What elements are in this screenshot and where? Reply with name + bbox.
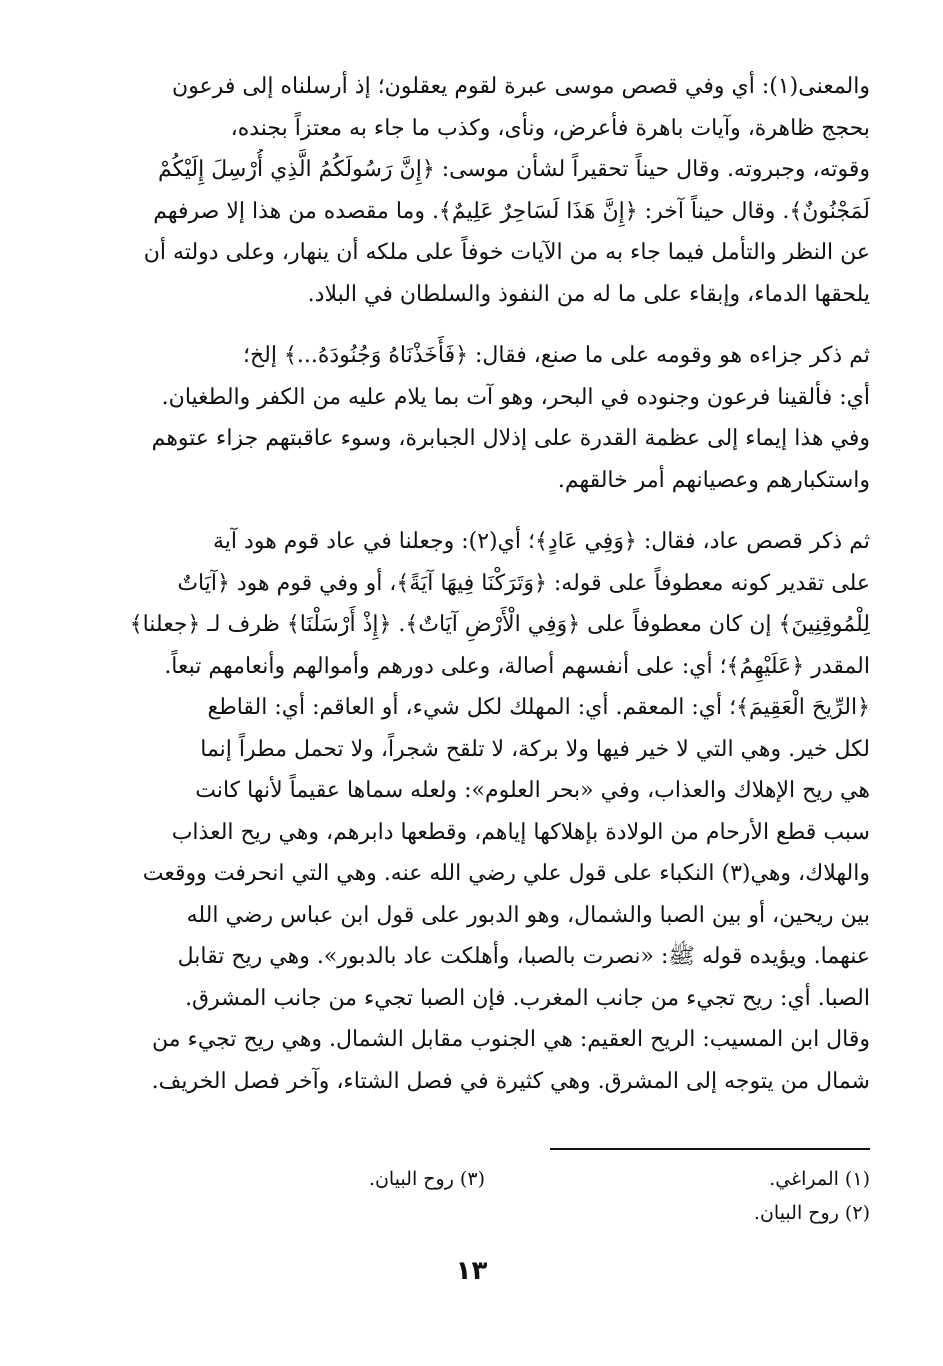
text-line: والهلاك، وهي(٣) النكباء على قول علي رضي الله عنه. وهي التي انحرفت ووقعت — [142, 861, 870, 886]
text-line: لكل خير. وهي التي لا خير فيها ولا بركة، لا تلقح شجراً، ولا تحمل مطراً إنما — [200, 736, 870, 762]
text-line: لِلْمُوقِنِينَ﴾ إن كان معطوفاً على ﴿وَفِي الْأَرْضِ آيَاتٌ﴾. ﴿إِذْ أَرْسَلْنَا﴾ ظرف لـ ﴿جعلنا﴾ — [129, 612, 870, 637]
paragraph-punishment — [100, 335, 870, 501]
text-line: وقوته، وجبروته. وقال حيناً تحقيراً لشأن موسى: ﴿إِنَّ رَسُولَكُمُ الَّذِي أُرْسِلَ إِلَيْكُمْ — [158, 157, 870, 182]
text-line: وقال ابن المسيب: الريح العقيم: هي الجنوب مقابل الشمال. وهي ريح تجيء من — [151, 1027, 870, 1052]
text-line: هي ريح الإهلاك والعذاب، وفي «بحر العلوم»: ولعله سماها عقيماً لأنها كانت — [195, 778, 870, 803]
text-line: الصبا. أي: ريح تجيء من جانب المغرب. فإن الصبا تجيء من جانب المشرق. — [185, 985, 870, 1011]
text-line: سبب قطع الأرحام من الولادة بإهلاكها إياهم، وقطعها دابرهم، وهي ريح العذاب — [171, 819, 870, 845]
text-line: بحجج ظاهرة، وآيات باهرة فأعرض، ونأى، وكذب ما جاء به معتزاً بجنده، — [230, 115, 870, 141]
footnote-list — [100, 1164, 870, 1228]
footnote-2: (٢) روح البيان. — [753, 1202, 870, 1224]
text-line: يلحقها الدماء، وإبقاء على ما له من النفوذ والسلطان في البلاد. — [307, 281, 870, 307]
page-number: ١٣ — [455, 1256, 488, 1286]
text-line: بين ريحين، أو بين الصبا والشمال، وهو الدبور على قول ابن عباس رضي الله — [186, 902, 870, 928]
text-line: أي: فألقينا فرعون وجنوده في البحر، وهو آت بما يلام عليه من الكفر والطغيان. — [161, 384, 870, 410]
page-body — [100, 66, 870, 1102]
text-line: عن النظر والتأمل فيما جاء به من الآيات خوفاً على ملكه أن ينهار، وعلى دولته أن — [143, 240, 870, 265]
text-line: لَمَجْنُونٌ﴾. وقال حيناً آخر: ﴿إِنَّ هَذَا لَسَاحِرٌ عَلِيمٌ﴾. وما مقصده من هذا إلا صرفهم — [153, 198, 870, 224]
footnotes — [100, 1148, 870, 1228]
text-line: ﴿الرِّيحَ الْعَقِيمَ﴾؛ أي: المعقم. أي: المهلك لكل شيء، أو العاقم: أي: القاطع — [207, 695, 870, 720]
text-line: والمعنى(١): أي وفي قصص موسى عبرة لقوم يعقلون؛ إذ أرسلناه إلى فرعون — [172, 74, 870, 99]
text-line: ثم ذكر جزاءه هو وقومه على ما صنع، فقال: ﴿فَأَخَذْنَاهُ وَجُنُودَهُ...﴾ إلخ؛ — [242, 343, 870, 368]
footnote-3: (٣) روح البيان. — [368, 1168, 485, 1190]
paragraph-aad — [100, 521, 870, 1102]
text-line: المقدر ﴿عَلَيْهِمُ﴾؛ أي: على أنفسهم أصالة، وعلى دورهم وأموالهم وأنعامهم تبعاً. — [164, 653, 870, 679]
text-line: واستكبارهم وعصيانهم أمر خالقهم. — [557, 467, 870, 493]
text-line: على تقدير كونه معطوفاً على قوله: ﴿وَتَرَكْنَا فِيهَا آيَةً﴾، أو وفي قوم هود ﴿آيَاتٌ — [177, 570, 870, 596]
text-line: ثم ذكر قصص عاد، فقال: ﴿وَفِي عَادٍ﴾؛ أي(٢): وجعلنا في عاد قوم هود آية — [213, 529, 870, 554]
text-line: شمال من يتوجه إلى المشرق. وهي كثيرة في فصل الشتاء، وآخر فصل الخريف. — [151, 1068, 870, 1094]
footnote-1: (١) المراغي. — [769, 1168, 870, 1190]
footnote-separator — [550, 1148, 870, 1150]
text-line: عنهما. ويؤيده قوله ﷺ: «نصرت بالصبا، وأهلكت عاد بالدبور». وهي ريح تقابل — [177, 944, 870, 969]
text-line: وفي هذا إيماء إلى عظمة القدرة على إذلال الجبابرة، وسوء عاقبتهم جزاء عتوهم — [151, 426, 870, 451]
paragraph-musa — [100, 66, 870, 315]
